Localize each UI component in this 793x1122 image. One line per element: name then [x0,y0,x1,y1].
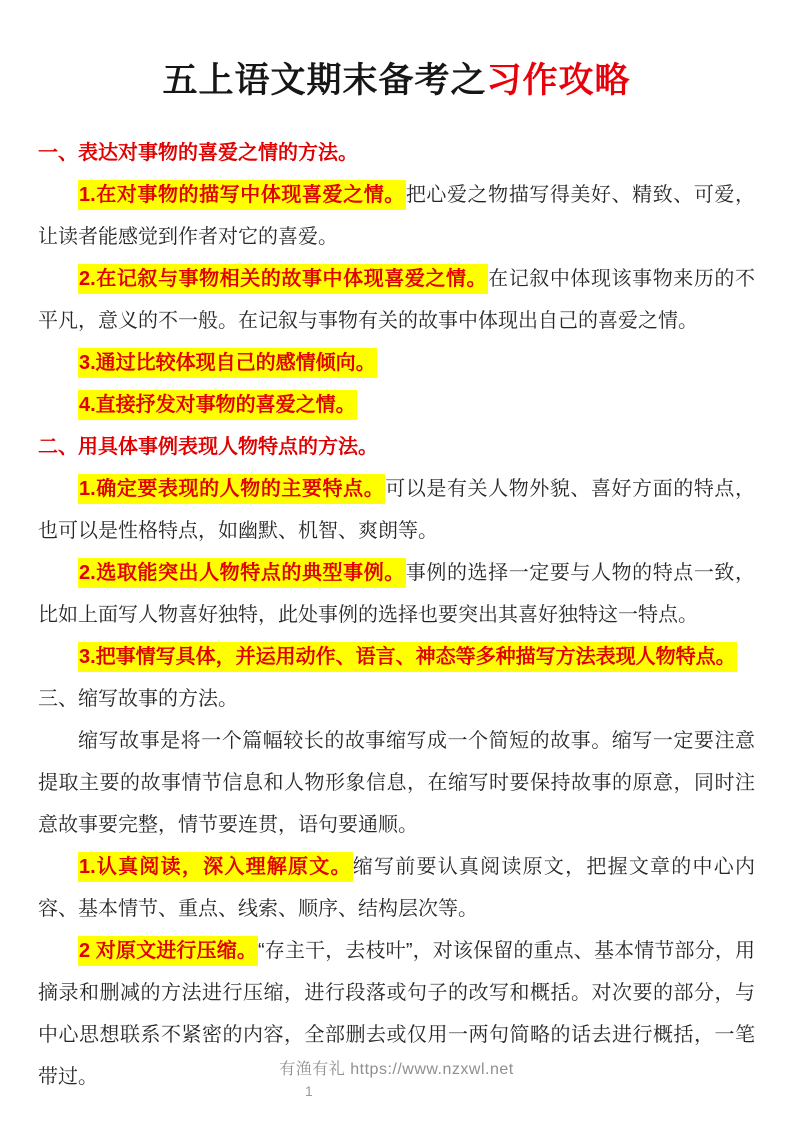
text-segment-normal: 缩写故事是将一个篇幅较长的故事缩写成一个简短的故事。缩写一定要注意提取主要的故事情节信息和人物形象信息，在缩写时要保持故事的原意，同时注意故事要完整，情节要连贯，语句要通顺。 [38,730,755,836]
paragraph-item [38,636,755,678]
text-segment-highlight-red: 1.确定要表现的人物的主要特点。 [78,474,385,504]
text-segment-highlight-red: 2.选取能突出人物特点的典型事例。 [78,558,406,588]
paragraph-item [38,846,755,930]
text-segment-highlight-red: 1.在对事物的描写中体现喜爱之情。 [78,180,406,210]
paragraph-heading-red [38,132,755,174]
document-body [38,132,755,1098]
paragraph-body-para [38,720,755,846]
text-segment-normal: 事例的选择一定要与人物的特点一致，比如上面写人物喜好独特，此处事例的选择也要突出其喜好独特这一特点。 [38,562,755,626]
footer-url: https://www.nzxwl.net [350,1061,514,1078]
footer [0,1056,793,1079]
text-segment-black: 三、缩写故事的方法。 [38,688,238,710]
footer-site-label: 有渔有礼 [279,1061,346,1078]
text-segment-highlight-red: 2 对原文进行压缩。 [78,936,258,966]
text-segment-red-bold: 二、用具体事例表现人物特点的方法。 [38,436,378,458]
paragraph-item [38,468,755,552]
paragraph-heading-black [38,678,755,720]
paragraph-item [38,174,755,258]
paragraph-heading-red [38,426,755,468]
page-title-red-part: 习作攻略 [486,61,631,100]
text-segment-red-bold: 一、表达对事物的喜爱之情的方法。 [38,142,358,164]
page-title [38,56,755,106]
text-segment-normal: 把心爱之物描写得美好、精致、可爱，让读者能感觉到作者对它的喜爱。 [38,184,755,248]
paragraph-item [38,552,755,636]
text-segment-normal: 在记叙中体现该事物来历的不平凡，意义的不一般。在记叙与事物有关的故事中体现出自己的喜爱之情。 [38,268,755,332]
paragraph-item [38,258,755,342]
text-segment-highlight-red: 3.通过比较体现自己的感情倾向。 [78,348,377,378]
text-segment-highlight-red: 2.在记叙与事物相关的故事中体现喜爱之情。 [78,264,488,294]
page-title-black-part: 五上语文期末备考之 [162,61,487,100]
page-number: 1 [305,1083,313,1099]
text-segment-highlight-red: 3.把事情写具体，并运用动作、语言、神态等多种描写方法表现人物特点。 [78,642,737,672]
text-segment-normal: 缩写前要认真阅读原文，把握文章的中心内容、基本情节、重点、线索、顺序、结构层次等。 [38,856,755,920]
text-segment-highlight-red: 4.直接抒发对事物的喜爱之情。 [78,390,357,420]
text-segment-normal: “存主干，去枝叶”，对该保留的重点、基本情节部分，用摘录和删减的方法进行压缩，进行段落或句子的改写和概括。对次要的部分，与中心思想联系不紧密的内容，全部删去或仅用一两句简略的话去进行概括，一笔带过。 [38,940,755,1088]
text-segment-highlight-red: 1.认真阅读，深入理解原文。 [78,852,353,882]
paragraph-item [38,342,755,384]
paragraph-item [38,384,755,426]
text-segment-normal: 可以是有关人物外貌、喜好方面的特点，也可以是性格特点，如幽默、机智、爽朗等。 [38,478,755,542]
